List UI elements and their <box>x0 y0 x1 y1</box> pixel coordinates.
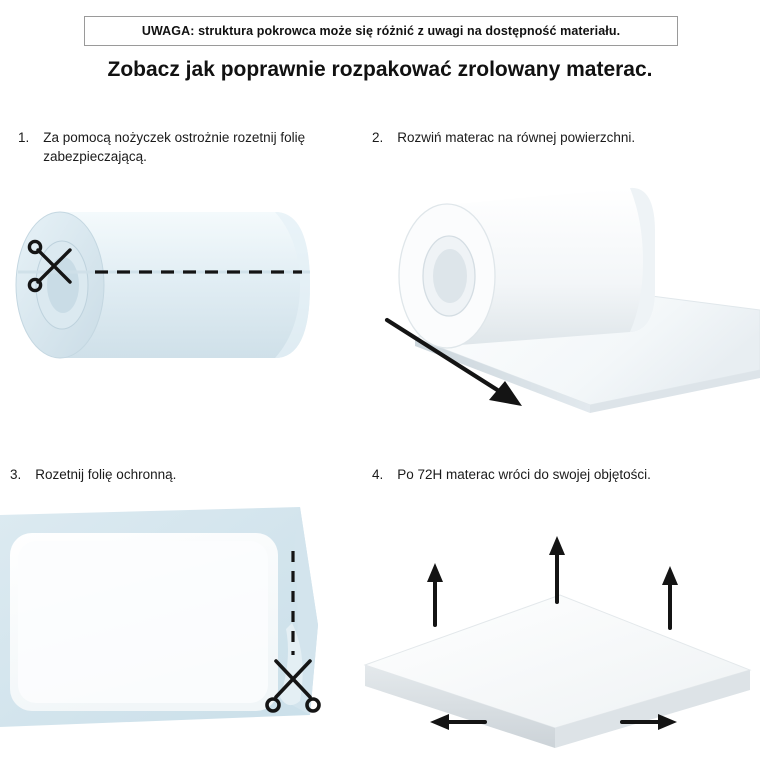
step-4-number: 4. <box>372 467 384 482</box>
step-1-text: Za pomocą nożyczek ostrożnie rozetnij folię zabezpieczającą. <box>43 130 306 164</box>
step-2-number: 2. <box>372 130 384 145</box>
step-3-text: Rozetnij folię ochronną. <box>35 467 177 482</box>
step-3-caption <box>10 465 330 484</box>
step-4-text: Po 72H materac wróci do swojej objętości. <box>397 467 651 482</box>
notice-text: UWAGA: struktura pokrowca może się różnić z uwagi na dostępność materiału. <box>141 24 621 38</box>
notice-banner <box>84 16 678 46</box>
step-1-caption <box>18 128 318 166</box>
step-4-caption <box>372 465 732 484</box>
step-2-text: Rozwiń materac na równej powierzchni. <box>397 130 636 145</box>
page-title: Zobacz jak poprawnie rozpakować zrolowany materac. <box>107 58 653 81</box>
step-2-illustration <box>355 170 760 430</box>
step-1-number: 1. <box>18 130 30 145</box>
step-4-illustration <box>350 520 760 760</box>
step-2-caption <box>372 128 702 147</box>
step-3-number: 3. <box>10 467 22 482</box>
step-3-illustration <box>0 505 340 760</box>
step-1-illustration <box>0 180 340 410</box>
